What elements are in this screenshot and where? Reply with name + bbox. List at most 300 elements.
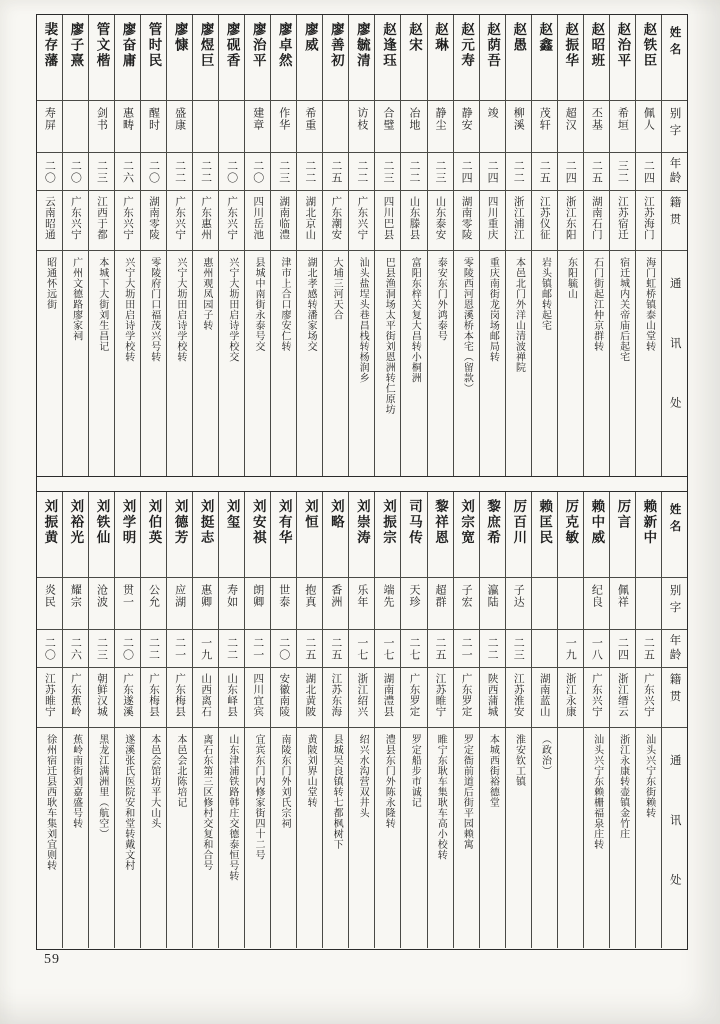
person-native-place-text: 山西离石 xyxy=(200,673,212,717)
person-native-place xyxy=(37,191,62,251)
person-name-text: 赖新中 xyxy=(641,499,657,546)
person-column xyxy=(322,15,348,476)
person-age-text: 二五 xyxy=(538,159,551,184)
person-name xyxy=(297,492,322,578)
person-address xyxy=(115,728,140,948)
person-name-text: 刘振宗 xyxy=(380,499,396,546)
person-name xyxy=(63,492,88,578)
person-age xyxy=(454,630,479,668)
person-column xyxy=(400,15,426,476)
person-native-place-text: 广东罗定 xyxy=(408,673,420,717)
person-address xyxy=(506,728,531,948)
person-column xyxy=(505,15,531,476)
person-name-text: 廖毓清 xyxy=(354,22,370,69)
header-address-label-text: 通讯处 xyxy=(668,277,681,457)
person-name-text: 刘德芳 xyxy=(172,499,188,546)
person-name xyxy=(193,492,218,578)
person-native-place xyxy=(480,668,505,728)
person-age xyxy=(245,153,270,191)
person-native-place-text: 安徽南陵 xyxy=(278,673,290,717)
person-address-text: 澧县东门外陈永隆转 xyxy=(383,734,395,829)
person-age-text: 二二 xyxy=(512,159,525,184)
header-name-label xyxy=(662,15,687,101)
person-address-text: 湖北孝感转潘家场交 xyxy=(305,257,317,352)
person-column xyxy=(270,492,296,948)
person-native-place-text: 广东兴宁 xyxy=(174,196,186,240)
person-native-place-text: 云南昭通 xyxy=(43,196,55,240)
person-name-text: 廖砚香 xyxy=(224,22,240,69)
person-address xyxy=(375,251,400,476)
person-courtesy-name-text: 抱真 xyxy=(303,584,316,608)
person-column xyxy=(348,15,374,476)
person-age-text: 二〇 xyxy=(147,159,160,184)
person-column xyxy=(62,15,88,476)
person-native-place-text: 浙江缙云 xyxy=(616,673,628,717)
person-name xyxy=(349,492,374,578)
person-courtesy-name-text: 冶地 xyxy=(408,107,420,131)
person-address-text: （政治） xyxy=(539,734,551,776)
person-courtesy-name xyxy=(141,578,166,630)
person-name xyxy=(558,15,583,101)
person-age-text: 二五 xyxy=(329,636,342,661)
person-address-text: 南陵东门外刘氏宗祠 xyxy=(279,734,291,829)
person-courtesy-name xyxy=(63,578,88,630)
person-native-place-text: 湖南石门 xyxy=(590,196,602,240)
person-age-text: 二〇 xyxy=(43,159,56,184)
person-column xyxy=(166,15,192,476)
person-name xyxy=(454,15,479,101)
person-name xyxy=(115,492,140,578)
person-name xyxy=(141,15,166,101)
person-address xyxy=(610,251,635,476)
person-address xyxy=(115,251,140,476)
person-name xyxy=(219,15,244,101)
person-courtesy-name xyxy=(401,101,426,153)
person-native-place xyxy=(89,191,114,251)
person-native-place-text: 广东梅县 xyxy=(148,673,160,717)
person-age-text: 一八 xyxy=(590,636,603,661)
person-courtesy-name-text: 超汉 xyxy=(564,107,577,131)
person-address xyxy=(349,251,374,476)
person-native-place xyxy=(610,668,635,728)
person-age xyxy=(506,630,531,668)
person-courtesy-name-text: 惠卿 xyxy=(199,584,212,608)
person-native-place xyxy=(271,191,296,251)
person-native-place-text: 浙江东阳 xyxy=(564,196,576,240)
person-address xyxy=(141,728,166,948)
person-age-text: 二四 xyxy=(564,159,577,184)
person-address-text: 兴宁大坜田启诗学校交 xyxy=(226,257,238,362)
person-native-place-text: 江苏东海 xyxy=(330,673,342,717)
person-address-text: 浙江永康转壶镇金竹庄 xyxy=(617,734,629,839)
person-native-place-text: 广东兴宁 xyxy=(69,196,81,240)
person-address xyxy=(297,251,322,476)
person-column xyxy=(505,492,531,948)
person-address-text: 兴宁大坜田启诗学校转 xyxy=(174,257,186,362)
person-address-text: 岩头镇邮转起宅 xyxy=(539,257,551,331)
person-address xyxy=(636,728,661,948)
person-courtesy-name xyxy=(480,578,505,630)
person-name xyxy=(610,15,635,101)
person-address-text: 广州文德路廖家祠 xyxy=(70,257,82,341)
person-address xyxy=(401,251,426,476)
person-native-place-text: 浙江绍兴 xyxy=(356,673,368,717)
person-address xyxy=(375,728,400,948)
person-courtesy-name-text: 耀宗 xyxy=(69,584,82,608)
header-native-label xyxy=(662,668,687,728)
person-address-text: 富阳东梓关复大昌转小桐洲 xyxy=(409,257,421,383)
person-address-text: 罗定衙前道后街平园赖寓 xyxy=(461,734,473,850)
person-name xyxy=(610,492,635,578)
person-native-place-text: 湖南蓝山 xyxy=(538,673,550,717)
person-column xyxy=(88,15,114,476)
header-age-label xyxy=(662,153,687,191)
person-age xyxy=(193,630,218,668)
person-address-text: 泰安东门外鸿泰号 xyxy=(435,257,447,341)
person-column xyxy=(218,15,244,476)
person-courtesy-name-text: 茂轩 xyxy=(538,107,551,131)
person-address xyxy=(401,728,426,948)
person-native-place xyxy=(63,668,88,728)
person-native-place-text: 江西于都 xyxy=(95,196,107,240)
person-column xyxy=(635,492,661,948)
person-name-text: 司马传 xyxy=(407,499,422,546)
person-column xyxy=(557,15,583,476)
person-native-place-text: 广东兴宁 xyxy=(226,196,238,240)
person-courtesy-name-text: 香洲 xyxy=(329,584,342,608)
person-age xyxy=(558,153,583,191)
person-name xyxy=(167,15,192,101)
person-native-place-text: 江苏睢宁 xyxy=(43,673,55,717)
person-address xyxy=(271,728,296,948)
person-address-text: 宜宾东门内修家街四十二号 xyxy=(252,734,264,860)
person-address xyxy=(480,728,505,948)
person-native-place xyxy=(349,668,374,728)
person-age-text: 二三 xyxy=(95,636,108,661)
person-native-place xyxy=(167,191,192,251)
person-age xyxy=(349,153,374,191)
person-native-place xyxy=(480,191,505,251)
person-column xyxy=(557,492,583,948)
person-column xyxy=(479,492,505,948)
person-courtesy-name xyxy=(506,578,531,630)
person-age-text: 二二 xyxy=(303,159,316,184)
person-native-place xyxy=(558,668,583,728)
person-courtesy-name xyxy=(506,101,531,153)
person-name-text: 廖子熹 xyxy=(68,22,84,69)
person-courtesy-name-text: 子达 xyxy=(512,584,525,608)
person-native-place-text: 湖南零陵 xyxy=(148,196,160,240)
person-address-text: 东阳毓山 xyxy=(565,257,577,299)
person-age xyxy=(89,630,114,668)
person-address-text: 汕头兴宁东街赖转 xyxy=(643,734,655,818)
person-address xyxy=(219,728,244,948)
person-name xyxy=(636,15,661,101)
person-courtesy-name xyxy=(428,578,453,630)
person-name xyxy=(532,15,557,101)
person-name-text: 厉言 xyxy=(615,499,631,530)
person-native-place-text: 湖南澧县 xyxy=(382,673,394,717)
person-age xyxy=(428,153,453,191)
person-address xyxy=(193,728,218,948)
header-age-label-text: 年龄 xyxy=(668,157,681,186)
person-address xyxy=(245,251,270,476)
person-age xyxy=(63,153,88,191)
person-address xyxy=(323,251,348,476)
person-native-place-text: 广东蕉岭 xyxy=(69,673,81,717)
person-name xyxy=(454,492,479,578)
person-age xyxy=(636,630,661,668)
person-address-text: 徐州宿迁县西耿车集刘宜则转 xyxy=(44,734,56,871)
person-age xyxy=(401,630,426,668)
person-age xyxy=(271,153,296,191)
person-address-text: 睢宁东耿车集耿车高小校转 xyxy=(435,734,447,860)
person-age xyxy=(480,153,505,191)
person-column xyxy=(400,492,426,948)
person-age-text: 二三 xyxy=(381,159,394,184)
person-native-place xyxy=(401,668,426,728)
person-address xyxy=(558,728,583,948)
person-address-text: 宿迁城内关帝庙后起宅 xyxy=(617,257,629,362)
header-column xyxy=(661,15,687,476)
person-name xyxy=(506,15,531,101)
person-courtesy-name xyxy=(115,101,140,153)
person-native-place-text: 广东罗定 xyxy=(460,673,472,717)
person-native-place xyxy=(558,191,583,251)
person-courtesy-name-text: 访枝 xyxy=(355,107,368,131)
person-name xyxy=(271,15,296,101)
person-age xyxy=(480,630,505,668)
person-age xyxy=(271,630,296,668)
person-native-place xyxy=(219,191,244,251)
person-name xyxy=(115,15,140,101)
person-address-text: 汕头盐埕头巷昌栈转杨润乡 xyxy=(357,257,369,383)
person-courtesy-name xyxy=(219,101,244,153)
person-name-text: 刘裕光 xyxy=(68,499,84,546)
person-age-text: 二六 xyxy=(69,636,82,661)
person-age xyxy=(506,153,531,191)
person-native-place xyxy=(115,668,140,728)
person-age xyxy=(297,153,322,191)
person-native-place xyxy=(193,191,218,251)
person-name xyxy=(375,492,400,578)
person-courtesy-name xyxy=(558,578,583,630)
person-courtesy-name xyxy=(63,101,88,153)
person-name-text: 刘玺 xyxy=(224,499,240,530)
person-age xyxy=(454,153,479,191)
person-courtesy-name-text: 乐年 xyxy=(355,584,368,608)
person-age xyxy=(219,630,244,668)
person-courtesy-name xyxy=(349,578,374,630)
person-name xyxy=(37,492,62,578)
person-name-text: 裴存藩 xyxy=(42,22,58,69)
person-address xyxy=(584,251,609,476)
person-courtesy-name xyxy=(297,578,322,630)
person-native-place-text: 湖北黄陂 xyxy=(304,673,316,717)
person-native-place-text: 四川宜宾 xyxy=(252,673,264,717)
person-native-place-text: 广东梅县 xyxy=(174,673,186,717)
person-name-text: 管时民 xyxy=(146,22,162,69)
person-age xyxy=(323,630,348,668)
header-courtesy-label-text: 别字 xyxy=(668,107,681,141)
person-courtesy-name xyxy=(167,578,192,630)
person-column xyxy=(609,492,635,948)
person-address-text: 本邑北门外洋山清波禅院 xyxy=(513,257,525,373)
person-age-text: 二二 xyxy=(486,636,499,661)
person-courtesy-name-text: 超群 xyxy=(434,584,447,608)
person-column xyxy=(244,15,270,476)
person-name xyxy=(636,492,661,578)
person-native-place xyxy=(115,191,140,251)
person-age-text: 二二 xyxy=(355,159,368,184)
person-courtesy-name-text: 寿如 xyxy=(225,584,238,608)
person-address-text: 零陵西河恩溪桥本宅（留款） xyxy=(461,257,473,394)
person-age-text: 一七 xyxy=(355,636,368,661)
header-name-label-text: 姓名 xyxy=(668,26,681,60)
person-courtesy-name-text: 子宏 xyxy=(460,584,473,608)
person-name-text: 廖治平 xyxy=(250,22,266,69)
person-courtesy-name xyxy=(636,101,661,153)
person-name xyxy=(480,492,505,578)
person-address-text: 本城西街裕德堂 xyxy=(487,734,499,808)
person-column xyxy=(37,15,62,476)
person-name xyxy=(37,15,62,101)
header-native-label xyxy=(662,191,687,251)
person-age xyxy=(428,630,453,668)
person-age xyxy=(167,630,192,668)
person-address-text: 本邑会北陈培记 xyxy=(174,734,186,808)
person-name-text: 赵宋 xyxy=(407,22,422,53)
person-column xyxy=(140,492,166,948)
person-column xyxy=(531,492,557,948)
person-address-text: 绍兴水沟营双井头 xyxy=(357,734,369,818)
person-name-text: 廖善初 xyxy=(328,22,344,69)
person-courtesy-name-text: 惠畴 xyxy=(121,107,134,131)
person-column xyxy=(322,492,348,948)
person-native-place-text: 广东兴宁 xyxy=(121,196,133,240)
person-native-place xyxy=(584,191,609,251)
person-courtesy-name xyxy=(297,101,322,153)
person-address-text: 蕉岭南街刘嘉盛号转 xyxy=(70,734,82,829)
person-age-text: 二二 xyxy=(408,159,420,184)
person-name-text: 赵愚 xyxy=(511,22,527,53)
person-column xyxy=(453,492,479,948)
person-native-place-text: 山东滕县 xyxy=(408,196,420,240)
person-column xyxy=(583,492,609,948)
person-native-place-text: 广东惠州 xyxy=(200,196,212,240)
person-age-text: 二五 xyxy=(642,636,655,661)
person-address xyxy=(349,728,374,948)
person-name xyxy=(401,15,426,101)
person-age xyxy=(610,630,635,668)
person-courtesy-name-text: 公允 xyxy=(147,584,160,608)
person-native-place-text: 浙江浦江 xyxy=(512,196,524,240)
person-age-text: 二〇 xyxy=(69,159,82,184)
person-native-place xyxy=(532,191,557,251)
person-column xyxy=(296,15,322,476)
person-courtesy-name-text: 端先 xyxy=(381,584,394,608)
person-native-place-text: 广东兴宁 xyxy=(590,673,602,717)
person-native-place xyxy=(584,668,609,728)
person-address-text: 罗定船步市诚记 xyxy=(409,734,421,808)
person-courtesy-name-text: 希重 xyxy=(303,107,316,131)
person-name xyxy=(245,492,270,578)
person-native-place xyxy=(428,668,453,728)
person-column xyxy=(114,15,140,476)
person-native-place xyxy=(401,191,426,251)
person-courtesy-name xyxy=(89,101,114,153)
person-column xyxy=(88,492,114,948)
person-address-text: 本邑会馆坊平大山头 xyxy=(148,734,160,829)
person-courtesy-name-text: 丕基 xyxy=(590,107,603,131)
person-address-text: 重庆南街龙岗场邮局转 xyxy=(487,257,499,362)
person-age-text: 二〇 xyxy=(277,636,290,661)
person-courtesy-name xyxy=(323,101,348,153)
person-column xyxy=(374,15,400,476)
person-address-text: 海门虹桥镇泰山堂转 xyxy=(643,257,655,352)
person-native-place xyxy=(610,191,635,251)
person-column xyxy=(453,15,479,476)
person-address xyxy=(167,251,192,476)
person-column xyxy=(374,492,400,948)
person-courtesy-name xyxy=(167,101,192,153)
person-courtesy-name-text: 朗卿 xyxy=(251,584,264,608)
person-address xyxy=(193,251,218,476)
person-courtesy-name xyxy=(37,578,62,630)
person-address-text: 惠州观凤园子转 xyxy=(200,257,212,331)
header-courtesy-label xyxy=(662,101,687,153)
header-column xyxy=(661,492,687,948)
person-age-text: 二七 xyxy=(408,636,420,661)
person-name xyxy=(480,15,505,101)
header-courtesy-label-text: 别字 xyxy=(668,584,681,618)
person-age-text: 二四 xyxy=(642,159,655,184)
person-address xyxy=(141,251,166,476)
person-age xyxy=(37,153,62,191)
person-address-text: 县城中南街永泰号交 xyxy=(252,257,264,352)
person-courtesy-name xyxy=(454,101,479,153)
person-name-text: 刘崇涛 xyxy=(354,499,370,546)
person-name-text: 刘挺志 xyxy=(198,499,214,546)
person-age-text: 二一 xyxy=(460,636,473,661)
person-column xyxy=(427,492,453,948)
person-age-text: 二〇 xyxy=(225,159,238,184)
person-address-text: 零陵府门口福茂兴号转 xyxy=(148,257,160,362)
person-courtesy-name-text: 贯一 xyxy=(121,584,134,608)
person-column xyxy=(114,492,140,948)
person-age-text: 二一 xyxy=(251,636,264,661)
person-name-text: 刘恒 xyxy=(302,499,318,530)
person-courtesy-name-text: 希垣 xyxy=(616,107,629,131)
person-column xyxy=(348,492,374,948)
person-address-text: 黄陂刘界山堂转 xyxy=(305,734,317,808)
person-courtesy-name xyxy=(115,578,140,630)
person-native-place xyxy=(428,191,453,251)
person-age-text: 二〇 xyxy=(43,636,56,661)
person-address xyxy=(454,728,479,948)
person-courtesy-name-text: 应湖 xyxy=(173,584,186,608)
person-address-text: 津市上合口廖安仁转 xyxy=(279,257,291,352)
person-name-text: 赖匡民 xyxy=(537,499,553,546)
person-name-text: 刘宗宽 xyxy=(459,499,475,546)
person-address xyxy=(323,728,348,948)
page-frame xyxy=(36,14,688,950)
person-age xyxy=(558,630,583,668)
person-column xyxy=(37,492,62,948)
person-age-text: 二六 xyxy=(121,159,134,184)
person-age-text: 二三 xyxy=(512,636,525,661)
person-name xyxy=(245,15,270,101)
